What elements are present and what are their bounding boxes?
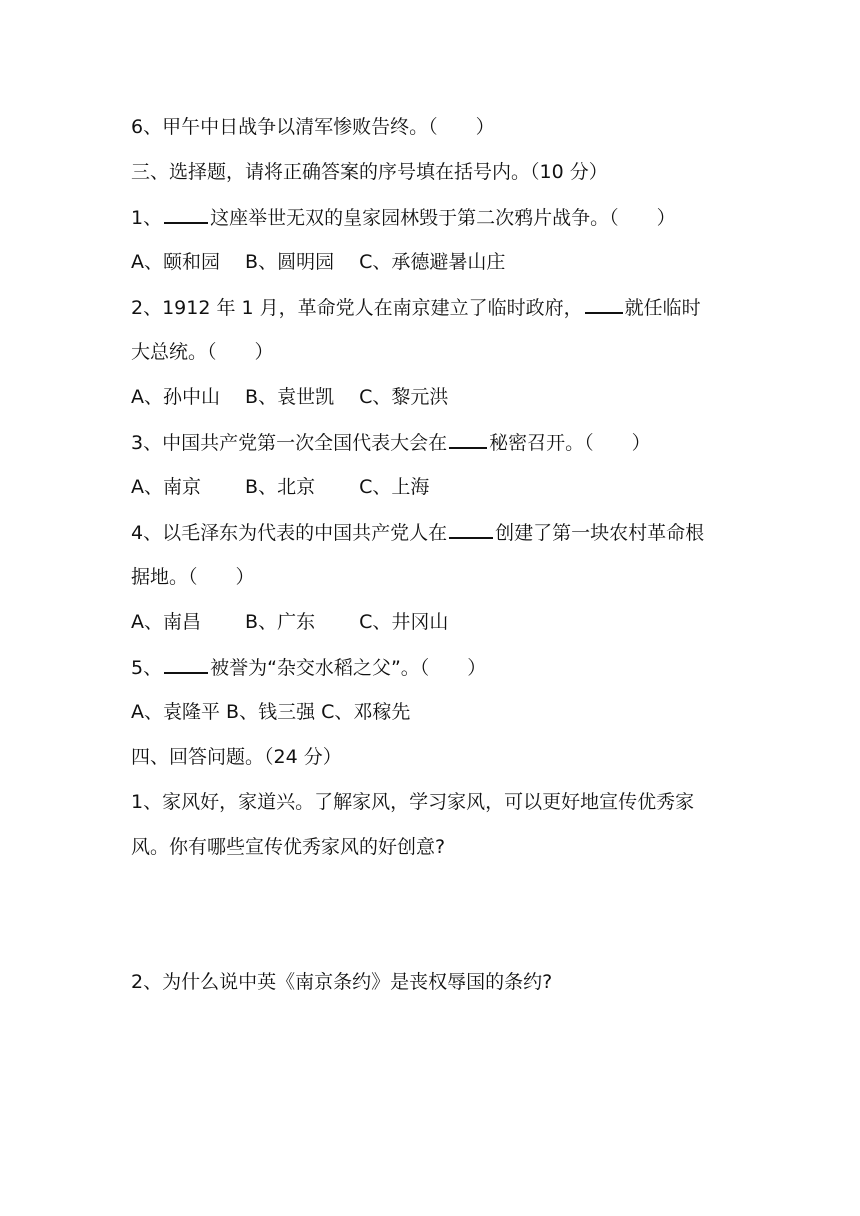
choice-question-5 <box>131 654 771 681</box>
options-text: A、孙中山 B、袁世凯 C、黎元洪 <box>131 386 449 408</box>
answer-question-2 <box>131 969 771 995</box>
answer-blank <box>164 654 208 674</box>
choice-question-2-cont <box>131 339 771 365</box>
question-text: 据地。（ ） <box>131 566 255 588</box>
choice-options-4 <box>131 609 771 635</box>
question-text-cont: 秘密召开。（ ） <box>489 432 651 454</box>
options-text: A、南昌 B、广东 C、井冈山 <box>131 611 449 633</box>
item-text: 6、甲午中日战争以清军惨败告终。（ ） <box>131 116 495 138</box>
choice-question-1 <box>131 204 771 231</box>
question-text: 4、以毛泽东为代表的中国共产党人在 <box>131 522 448 544</box>
question-text: 2、为什么说中英《南京条约》是丧权辱国的条约? <box>131 971 553 993</box>
choice-options-5 <box>131 699 771 725</box>
section-heading-text: 四、回答问题。（24 分） <box>131 746 342 768</box>
question-text: 大总统。（ ） <box>131 341 274 363</box>
options-text: A、南京 B、北京 C、上海 <box>131 476 430 498</box>
section-heading-answer <box>131 744 771 770</box>
answer-blank <box>449 429 487 449</box>
choice-question-3 <box>131 429 771 456</box>
section-heading-choice <box>131 159 771 185</box>
choice-options-2 <box>131 384 771 410</box>
answer-blank <box>449 519 493 539</box>
question-text-cont: 就任临时 <box>624 297 701 319</box>
choice-options-1 <box>131 249 771 275</box>
options-text: A、颐和园 B、圆明园 C、承德避暑山庄 <box>131 251 506 273</box>
options-text: A、袁隆平 B、钱三强 C、邓稼先 <box>131 701 411 723</box>
choice-question-4 <box>131 519 771 546</box>
answer-blank <box>164 204 208 224</box>
section-heading-text: 三、选择题，请将正确答案的序号填在括号内。（10 分） <box>131 161 608 183</box>
question-text: 风。你有哪些宣传优秀家风的好创意? <box>131 836 446 858</box>
answer-blank <box>585 294 623 314</box>
question-number: 1、 <box>131 207 163 229</box>
question-text: 这座举世无双的皇家园林毁于第二次鸦片战争。（ ） <box>210 207 676 229</box>
question-text: 3、中国共产党第一次全国代表大会在 <box>131 432 448 454</box>
question-number: 5、 <box>131 657 163 679</box>
question-text-cont: 创建了第一块农村革命根 <box>495 522 705 544</box>
question-text: 1、家风好，家道兴。了解家风，学习家风，可以更好地宣传优秀家 <box>131 791 695 813</box>
choice-question-4-cont <box>131 564 771 590</box>
choice-options-3 <box>131 474 771 500</box>
answer-question-1-cont <box>131 834 771 860</box>
answer-question-1 <box>131 789 771 815</box>
question-text: 2、1912 年 1 月，革命党人在南京建立了临时政府， <box>131 297 583 319</box>
question-text: 被誉为“杂交水稻之父”。（ ） <box>210 657 487 679</box>
choice-question-2 <box>131 294 771 321</box>
true-false-item-6 <box>131 114 771 140</box>
